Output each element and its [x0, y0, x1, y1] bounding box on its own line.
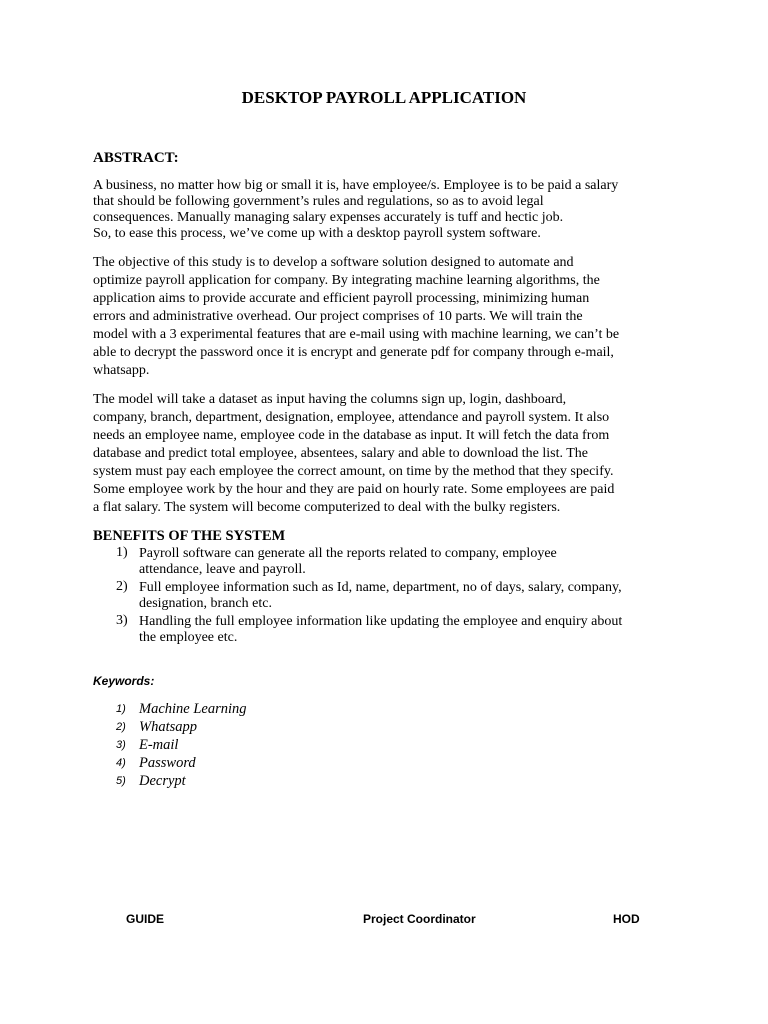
- keyword: E-mail: [139, 737, 179, 753]
- keyword: Whatsapp: [139, 719, 197, 735]
- paragraph-line: errors and administrative overhead. Our project comprises of 10 parts. We will train the: [93, 309, 583, 324]
- list-item: [116, 736, 247, 754]
- list-number: 5): [116, 775, 126, 787]
- list-item: [116, 545, 686, 579]
- list-number: 1): [116, 545, 128, 560]
- paragraph-line: Some employee work by the hour and they are paid on hourly rate. Some employees are paid: [93, 482, 615, 497]
- abstract-paragraph-2: [93, 254, 683, 380]
- list-item: [116, 579, 686, 613]
- paragraph-line: So, to ease this process, we’ve come up with a desktop payroll system software.: [93, 226, 541, 241]
- keyword: Machine Learning: [139, 701, 247, 717]
- paragraph-line: needs an employee name, employee code in the database as input. It will fetch the data from: [93, 428, 610, 443]
- paragraph-line: able to decrypt the password once it is encrypt and generate pdf for company through e-mail,: [93, 345, 614, 360]
- list-number: 2): [116, 721, 126, 733]
- paragraph-line: The model will take a dataset as input having the columns sign up, login, dashboard,: [93, 392, 567, 407]
- list-item-line: attendance, leave and payroll.: [139, 562, 306, 577]
- abstract-paragraph-1: [93, 177, 683, 243]
- keywords-list: [116, 700, 247, 790]
- abstract-paragraph-3: [93, 391, 683, 517]
- document-title: DESKTOP PAYROLL APPLICATION: [241, 88, 527, 107]
- list-number: 3): [116, 739, 126, 751]
- benefits-heading: BENEFITS OF THE SYSTEM: [93, 528, 286, 544]
- paragraph-line: a flat salary. The system will become computerized to deal with the bulky registers.: [93, 500, 561, 515]
- paragraph-line: A business, no matter how big or small it is, have employee/s. Employee is to be paid a salary: [93, 178, 619, 193]
- keyword: Decrypt: [139, 773, 186, 789]
- paragraph-line: that should be following government’s rules and regulations, so as to avoid legal: [93, 194, 544, 209]
- list-item-line: Full employee information such as Id, name, department, no of days, salary, company,: [139, 580, 622, 595]
- keyword: Password: [139, 755, 196, 771]
- abstract-heading: ABSTRACT:: [93, 150, 179, 166]
- list-item-line: Handling the full employee information like updating the employee and enquiry about: [139, 614, 623, 629]
- list-item: [116, 718, 247, 736]
- list-item-line: Payroll software can generate all the reports related to company, employee: [139, 546, 557, 561]
- list-number: 2): [116, 579, 128, 594]
- paragraph-line: The objective of this study is to develop a software solution designed to automate and: [93, 255, 574, 270]
- list-number: 4): [116, 757, 126, 769]
- signature-guide: GUIDE: [126, 912, 165, 926]
- paragraph-line: optimize payroll application for company. By integrating machine learning algorithms, the: [93, 273, 600, 288]
- list-item-line: designation, branch etc.: [139, 596, 272, 611]
- list-number: 3): [116, 613, 128, 628]
- list-item: [116, 754, 247, 772]
- paragraph-line: whatsapp.: [93, 363, 150, 378]
- paragraph-line: consequences. Manually managing salary expenses accurately is tuff and hectic job.: [93, 210, 564, 225]
- paragraph-line: system must pay each employee the correct amount, on time by the method that they specify.: [93, 464, 614, 479]
- paragraph-line: database and predict total employee, absentees, salary and able to download the list. The: [93, 446, 589, 461]
- paragraph-line: company, branch, department, designation, employee, attendance and payroll system. It also: [93, 410, 610, 425]
- list-item-line: the employee etc.: [139, 630, 238, 645]
- keywords-heading: Keywords:: [93, 674, 155, 688]
- signature-project-coordinator: Project Coordinator: [363, 912, 476, 926]
- list-number: 1): [116, 703, 126, 715]
- list-item: [116, 772, 247, 790]
- paragraph-line: application aims to provide accurate and efficient payroll processing, minimizing human: [93, 291, 590, 306]
- paragraph-line: model with a 3 experimental features that are e-mail using with machine learning, we can’t be: [93, 327, 620, 342]
- list-item: [116, 700, 247, 718]
- benefits-list: [116, 545, 686, 647]
- signature-hod: HOD: [613, 912, 640, 926]
- list-item: [116, 613, 686, 647]
